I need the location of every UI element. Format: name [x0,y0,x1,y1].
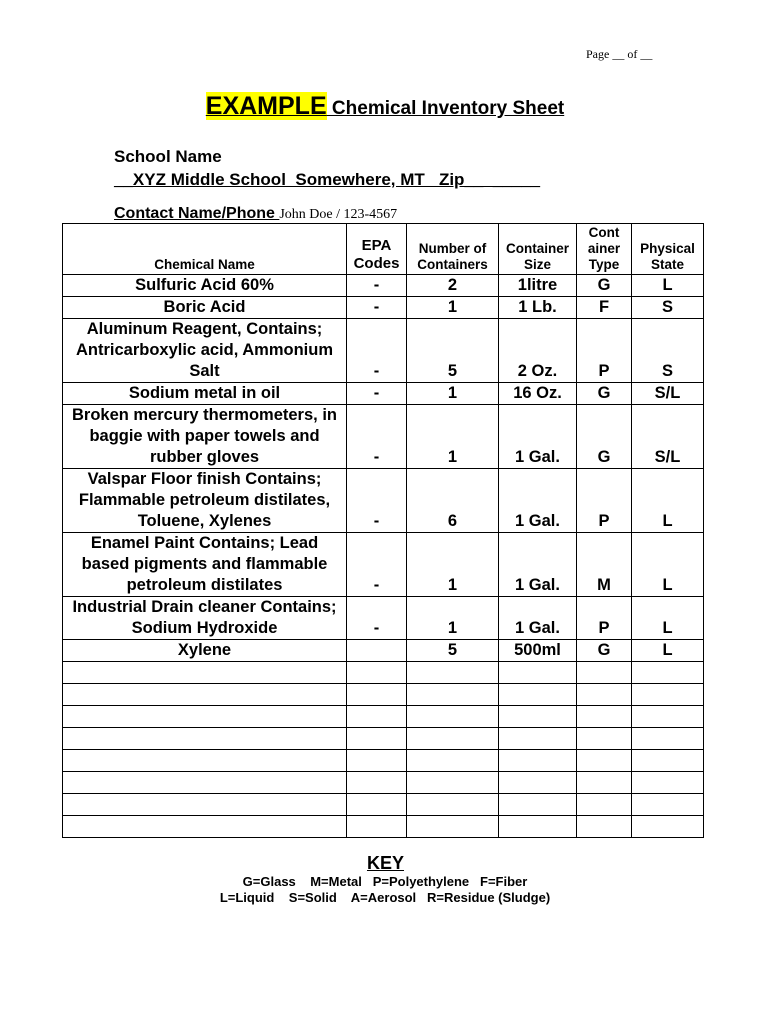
cell-size: 1litre [499,275,577,297]
empty-row [63,662,704,684]
cell-chemical-name: Boric Acid [63,297,347,319]
title-text: Chemical Inventory Sheet [326,98,565,119]
cell-number: 5 [407,640,499,662]
cell-size: 16 Oz. [499,383,577,405]
cell-epa-codes: - [347,469,407,533]
empty-row [63,728,704,750]
cell-type: M [577,533,632,597]
header-chemical-name: Chemical Name [63,224,347,275]
title-example-highlight: EXAMPLE [205,92,327,120]
cell-size: 1 Gal. [499,405,577,469]
empty-row [63,750,704,772]
table-row [63,319,704,383]
empty-row [63,772,704,794]
cell-state: L [632,469,704,533]
cell-type: P [577,319,632,383]
cell-chemical-name: Enamel Paint Contains; Lead based pigments and flammable petroleum distilates [63,533,347,597]
page-title [0,92,770,121]
table-row [63,533,704,597]
cell-state: S [632,297,704,319]
header-container-size: Container Size [499,224,577,275]
school-name-value: __XYZ Middle School Somewhere, MT Zip__ _____ [114,170,541,189]
cell-size: 1 Gal. [499,469,577,533]
cell-type: P [577,469,632,533]
cell-epa-codes: - [347,383,407,405]
cell-number: 1 [407,297,499,319]
table-row [63,383,704,405]
school-name-line [114,145,634,191]
cell-size: 1 Gal. [499,533,577,597]
cell-number: 1 [407,597,499,640]
cell-state: S/L [632,383,704,405]
table-row [63,297,704,319]
table-row [63,405,704,469]
cell-number: 6 [407,469,499,533]
cell-number: 5 [407,319,499,383]
cell-type: G [577,383,632,405]
cell-size: 1 Lb. [499,297,577,319]
key-legend [0,852,770,906]
cell-state: L [632,597,704,640]
cell-chemical-name: Industrial Drain cleaner Contains; Sodium Hydroxide [63,597,347,640]
cell-epa-codes: - [347,275,407,297]
inventory-table [62,223,704,838]
cell-epa-codes: - [347,319,407,383]
table-header-row [63,224,704,275]
header-epa-codes: EPA Codes [347,224,407,275]
contact-line [114,205,397,223]
cell-type: P [577,597,632,640]
cell-chemical-name: Xylene [63,640,347,662]
empty-row [63,794,704,816]
key-container-types: G=Glass M=Metal P=Polyethylene F=Fiber [242,874,528,889]
table-row [63,275,704,297]
cell-number: 2 [407,275,499,297]
header-physical-state: Physical State [632,224,704,275]
contact-label: Contact Name/Phone [114,205,280,222]
cell-chemical-name: Valspar Floor finish Contains; Flammable petroleum distilates, Toluene, Xylenes [63,469,347,533]
cell-state: S/L [632,405,704,469]
cell-type: F [577,297,632,319]
table-row [63,469,704,533]
cell-state: L [632,275,704,297]
cell-chemical-name: Broken mercury thermometers, in baggie with paper towels and rubber gloves [63,405,347,469]
cell-size: 1 Gal. [499,597,577,640]
cell-chemical-name: Aluminum Reagent, Contains; Antricarboxylic acid, Ammonium Salt [63,319,347,383]
cell-epa-codes: - [347,533,407,597]
cell-epa-codes: - [347,597,407,640]
school-name-label: School Name [114,147,222,166]
cell-size: 2 Oz. [499,319,577,383]
cell-number: 1 [407,383,499,405]
header-number-of-containers: Number of Containers [407,224,499,275]
cell-number: 1 [407,405,499,469]
cell-size: 500ml [499,640,577,662]
cell-state: L [632,640,704,662]
cell-state: L [632,533,704,597]
cell-state: S [632,319,704,383]
header-container-type: Cont ainer Type [577,224,632,275]
cell-chemical-name: Sodium metal in oil [63,383,347,405]
key-title: KEY [366,853,404,873]
cell-type: G [577,405,632,469]
cell-epa-codes [347,640,407,662]
contact-value: John Doe / 123-4567 [279,207,398,222]
empty-row [63,816,704,838]
cell-type: G [577,640,632,662]
cell-epa-codes: - [347,297,407,319]
key-physical-states: L=Liquid S=Solid A=Aerosol R=Residue (Sludge) [219,890,551,905]
cell-chemical-name: Sulfuric Acid 60% [63,275,347,297]
empty-row [63,684,704,706]
cell-type: G [577,275,632,297]
page-number: Page __ of __ [586,47,653,61]
cell-number: 1 [407,533,499,597]
cell-epa-codes: - [347,405,407,469]
table-row [63,597,704,640]
empty-row [63,706,704,728]
table-row [63,640,704,662]
